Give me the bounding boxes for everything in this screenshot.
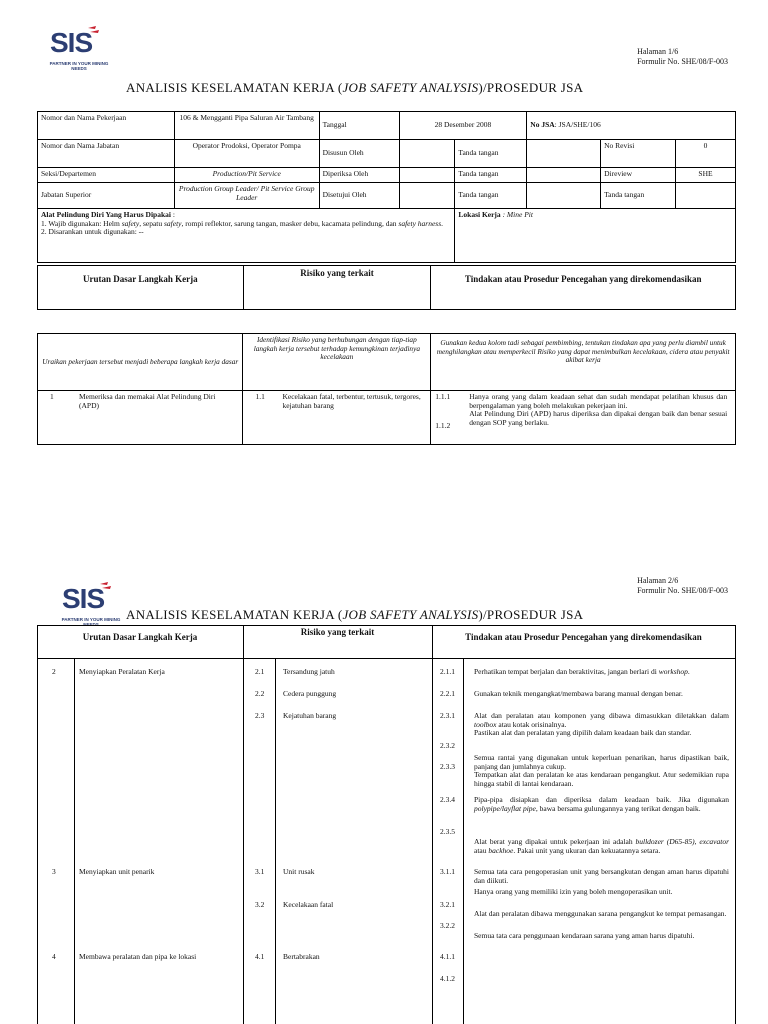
label-tanda-tangan-4: Tanda tangan xyxy=(601,183,676,209)
page2-title: ANALISIS KESELAMATAN KERJA (JOB SAFETY ANALYSIS)/PROSEDUR JSA xyxy=(126,607,584,622)
label-seksi: Seksi/Departemen xyxy=(38,168,175,183)
p2-header-urutan: Urutan Dasar Langkah Kerja xyxy=(82,632,198,642)
p2-header-risiko: Risiko yang terkait xyxy=(300,627,375,637)
label-tanda-tangan-1: Tanda tangan xyxy=(455,140,527,168)
action-num-3-1-1: 3.1.1 xyxy=(440,867,455,876)
logo-word: SIS xyxy=(62,583,105,612)
action-num-2-3-1: 2.3.1 xyxy=(440,711,455,720)
action-num-4-1-2: 4.1.2 xyxy=(440,974,455,983)
step-4-num: 4 xyxy=(52,952,56,961)
action-num-2-3-3: 2.3.3 xyxy=(440,762,455,771)
value-direview: SHE xyxy=(676,168,736,183)
action-num-3-2-2: 3.2.2 xyxy=(440,921,455,930)
lokasi-value: : Mine Pit xyxy=(500,210,533,219)
page1-meta xyxy=(637,47,728,67)
label-tanggal: Tanggal xyxy=(319,112,399,140)
value-tanda-tangan-1 xyxy=(527,140,601,168)
actions-1-cell xyxy=(431,391,736,445)
logo-word: SIS xyxy=(50,27,93,56)
label-direview: Direview xyxy=(601,168,676,183)
risk-3-1-text: Unit rusak xyxy=(283,867,315,876)
action-2-3-3-text: Semua rantai yang digunakan untuk keperluan penarikan, harus dipastikan baik, panjang dan jumlahnya cukup. xyxy=(474,753,729,771)
page1-steps-table xyxy=(37,333,736,445)
label-disusun: Disusun Oleh xyxy=(319,140,399,168)
label-disetujui: Disetujui Oleh xyxy=(319,183,399,209)
value-no-revisi: 0 xyxy=(676,140,736,168)
step-2-num: 2 xyxy=(52,667,56,676)
form-number: Formulir No. SHE/08/F-003 xyxy=(637,586,728,595)
step-1-text: Memeriksa dan memakai Alat Pelindung Diri (APD) xyxy=(79,392,216,410)
risk-2-3-text: Kejatuhan barang xyxy=(283,711,337,720)
p2-header-tindakan: Tindakan atau Prosedur Pencegahan yang direkomendasikan xyxy=(465,632,702,642)
page-number: Halaman 1/6 xyxy=(637,47,679,56)
label-jabatan-superior: Jabatan Superior xyxy=(38,183,175,209)
action-3-2-2-text: Alat dan peralatan dibawa menggunakan sarana pengangkut ke tempat pemasangan. xyxy=(474,909,727,918)
page-number: Halaman 2/6 xyxy=(637,576,679,585)
risk-1-1-text: Kecelakaan fatal, terbentur, tertusuk, tergores, kejatuhan barang xyxy=(282,392,421,410)
label-tanda-tangan-2: Tanda tangan xyxy=(455,168,527,183)
value-seksi: Production/Pit Service xyxy=(174,168,319,183)
page2-meta xyxy=(637,576,728,596)
action-num-4-1-1: 4.1.1 xyxy=(440,952,455,961)
guide-col2: Identifikasi Risiko yang berhubungan dengan tiap-tiap langkah kerja tersebut terhadap kemungkinan terjadinya kecelakaan xyxy=(243,334,431,391)
action-2-2-1-text: Gunakan teknik mengangkat/membawa barang manual dengan benar. xyxy=(474,689,683,698)
action-num-2-3-5: 2.3.5 xyxy=(440,827,455,836)
action-2-3-1-text: Alat dan peralatan atau komponen yang dibawa dimasukkan diletakkan dalam toolbox atau kotak orisinalnya. xyxy=(474,711,729,729)
risk-2-1-num: 2.1 xyxy=(255,667,265,676)
action-num-2-2-1: 2.2.1 xyxy=(440,689,455,698)
sis-logo-icon xyxy=(60,582,122,612)
value-tanda-tangan-2 xyxy=(527,168,601,183)
logo-tagline: PARTNER IN YOUR MINING NEEDS xyxy=(49,61,109,71)
risk-2-1-text: Tersandung jatuh xyxy=(283,667,335,676)
header-risiko: Risiko yang terkait xyxy=(243,266,431,310)
action-2-3-2-text: Pastikan alat dan peralatan yang dipilih dalam keadaan baik dan standar. xyxy=(474,728,692,737)
action-2-3-4-text: Tempatkan alat dan peralatan ke atas kendaraan pengangkut. Atur sedemikian rupa hingga stabil di lantai kendaraan. xyxy=(474,770,729,788)
action-3-2-1-text: Hanya orang yang memiliki izin yang boleh mengoperasikan unit. xyxy=(474,887,673,896)
action-num-2-3-2: 2.3.2 xyxy=(440,741,455,750)
label-tanda-tangan-3: Tanda tangan xyxy=(455,183,527,209)
apd-cell: Alat Pelindung Diri Yang Harus Dipakai : 1. Wajib digunakan: Helm safety, sepatu safety, rompi reflektor, sarung tangan, masker debu, kacamata pelindung, dan safety harness. 2. Disarankan untuk digunakan: -- xyxy=(38,209,455,263)
header-tindakan: Tindakan atau Prosedur Pencegahan yang direkomendasikan xyxy=(431,266,736,310)
apd-item-2: 2. Disarankan untuk digunakan: -- xyxy=(41,227,144,236)
apd-item-1: 1. Wajib digunakan: Helm safety, sepatu safety, rompi reflektor, sarung tangan, masker debu, kacamata pelindung, dan safety harness. xyxy=(41,218,444,228)
value-tanda-tangan-4 xyxy=(676,183,736,209)
header-urutan: Urutan Dasar Langkah Kerja xyxy=(38,266,244,310)
risk-3-1-num: 3.1 xyxy=(255,867,265,876)
no-jsa: No JSA: JSA/SHE/106 xyxy=(527,112,736,140)
apd-label: Alat Pelindung Diri Yang Harus Dipakai xyxy=(41,210,171,219)
action-num-2-3-4: 2.3.4 xyxy=(440,795,455,804)
action-2-3-5-text: Pipa-pipa disiapkan dan diperiksa dalam keadaan baik. Jika digunakan polypipe/layflat pipe, bawa bersama gulungannya yang terikat dengan baik. xyxy=(474,795,729,813)
value-diperiksa xyxy=(399,168,455,183)
guide-col1: Uraikan pekerjaan tersebut menjadi beberapa langkah kerja dasar xyxy=(38,334,243,391)
value-nomor-jabatan: Operator Prodoksi, Operator Pompa xyxy=(174,140,319,168)
page1-col-header xyxy=(37,265,736,310)
step-1-cell xyxy=(38,391,243,445)
value-disusun xyxy=(399,140,455,168)
info-table xyxy=(37,111,736,263)
action-1-1-1-num: 1.1.1 xyxy=(435,392,451,401)
label-nomor-pekerjaan: Nomor dan Nama Pekerjaan xyxy=(38,112,175,140)
value-disetujui xyxy=(399,183,455,209)
risk-3-2-num: 3.2 xyxy=(255,900,265,909)
label-diperiksa: Diperiksa Oleh xyxy=(319,168,399,183)
lokasi-label: Lokasi Kerja xyxy=(458,210,501,219)
lokasi-cell xyxy=(455,209,736,263)
step-3-num: 3 xyxy=(52,867,56,876)
action-1-1-2-num: 1.1.2 xyxy=(435,421,451,430)
label-no-revisi: No Revisi xyxy=(601,140,676,168)
action-num-2-1-1: 2.1.1 xyxy=(440,667,455,676)
action-penarik-text: Alat berat yang dipakai untuk pekerjaan ini adalah bulldozer (D65-85), excavator atau backhoe. Pakai unit yang ukuran dan kekuatannya setara. xyxy=(474,837,729,855)
risk-3-2-text: Kecelakaan fatal xyxy=(283,900,334,909)
risk-1-cell xyxy=(243,391,431,445)
label-nomor-jabatan: Nomor dan Nama Jabatan xyxy=(38,140,175,168)
page1-title: ANALISIS KESELAMATAN KERJA (JOB SAFETY ANALYSIS)/PROSEDUR JSA xyxy=(126,80,584,95)
sis-logo-icon xyxy=(48,26,110,56)
risk-4-1-num: 4.1 xyxy=(255,952,265,961)
form-number: Formulir No. SHE/08/F-003 xyxy=(637,57,728,66)
risk-2-2-num: 2.2 xyxy=(255,689,265,698)
value-nomor-pekerjaan: 106 & Mengganti Pipa Saluran Air Tambang xyxy=(174,112,319,140)
step-2-text: Menyiapkan Peralatan Kerja xyxy=(79,667,165,676)
step-4-text: Membawa peralatan dan pipa ke lokasi xyxy=(79,952,197,961)
guide-col3: Gunakan kedua kolom tadi sebagai pembimbing, tentukan tindakan apa yang perlu diambil untuk menghilangkan atau memperkecil Risiko yang dapat menimbulkan kecelakaan, cidera atau penyakit akibat kerja xyxy=(431,334,736,391)
value-jabatan-superior: Production Group Leader/ Pit Service Group Leader xyxy=(174,183,319,209)
step-3-text: Menyiapkan unit penarik xyxy=(79,867,155,876)
step-1-num: 1 xyxy=(50,392,54,401)
action-2-1-1-text: Perhatikan tempat berjalan dan beraktivitas, jangan berlari di workshop. xyxy=(474,667,690,676)
action-1-1-2-text: Alat Pelindung Diri (APD) harus diperiksa dan dipakai dengan baik dan benar sesuai dengan SOP yang berlaku. xyxy=(469,409,728,427)
risk-2-3-num: 2.3 xyxy=(255,711,265,720)
action-num-3-2-1: 3.2.1 xyxy=(440,900,455,909)
action-3-1-1-text: Semua tata cara pengoperasian unit yang bersangkutan dengan aman harus dipatuhi dan diikuti. xyxy=(474,867,729,885)
value-tanggal: 28 Desember 2008 xyxy=(399,112,527,140)
company-logo xyxy=(48,26,118,71)
logo-tagline: PARTNER IN YOUR MINING xyxy=(61,617,121,622)
risk-1-1-num: 1.1 xyxy=(255,392,265,401)
risk-4-1-text: Bertabrakan xyxy=(283,952,320,961)
company-logo-2 xyxy=(60,582,130,624)
action-4-1-1-text: Semua tata cara penggunaan kendaraan sarana yang aman harus dipatuhi. xyxy=(474,931,695,940)
value-tanda-tangan-3 xyxy=(527,183,601,209)
risk-2-2-text: Cedera punggung xyxy=(283,689,337,698)
action-1-1-1-text: Hanya orang yang dalam keadaan sehat dan sudah mendapat pelatihan khusus dan berpengalaman yang boleh melakukan pekerjaan ini. xyxy=(469,392,728,410)
